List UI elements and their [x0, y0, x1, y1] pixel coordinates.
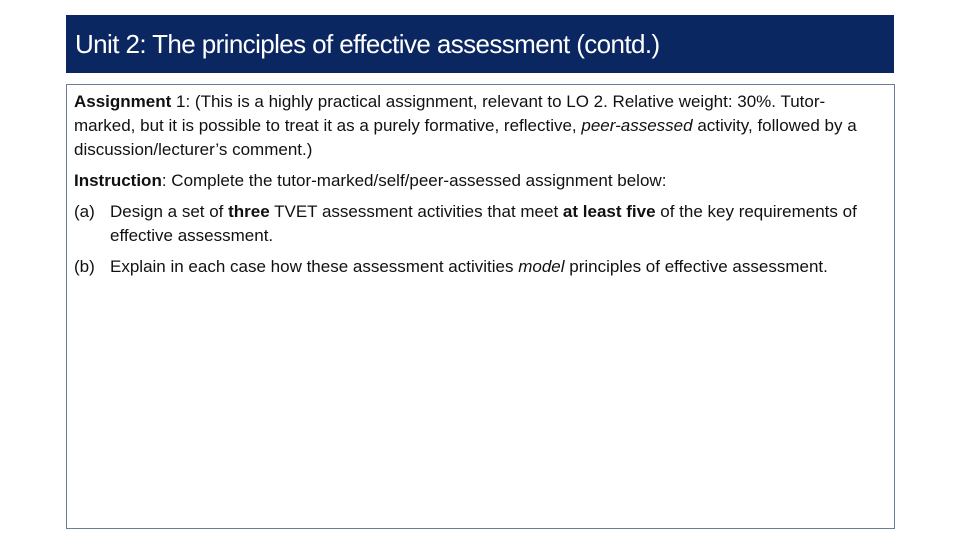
item-a-text-2: TVET assessment activities that meet: [269, 202, 563, 221]
list-item-a: [74, 200, 886, 248]
title-banner: [66, 15, 894, 73]
list-item-b: [74, 255, 886, 279]
assignment-paragraph: [74, 90, 886, 162]
item-b-italic-1: model: [518, 257, 565, 276]
assignment-text-2: activity, followed by a discussion/lecturer’s comment.): [74, 116, 857, 159]
instruction-paragraph: [74, 169, 886, 193]
item-a-text-3: of the key requirements of effective assessment.: [110, 202, 857, 245]
slide-title: Unit 2: The principles of effective assessment (contd.): [75, 29, 660, 59]
instruction-text: : Complete the tutor-marked/self/peer-assessed assignment below:: [161, 171, 667, 190]
item-b-text-1: Explain in each case how these assessment activities: [110, 257, 519, 276]
assignment-emphasis: peer-assessed: [581, 116, 693, 135]
list-marker-a: (a): [74, 202, 95, 221]
item-a-bold-1: three: [228, 202, 270, 221]
item-a-text-1: Design a set of: [110, 202, 229, 221]
assignment-text-1: 1: (This is a highly practical assignment, relevant to LO 2. Relative weight: 30%. Tutor-marked, but it is possible to treat it as a purely formative, reflective,: [74, 92, 826, 135]
instruction-label: Instruction: [74, 171, 162, 190]
list-marker-b: (b): [74, 257, 95, 276]
assignment-label: Assignment: [74, 92, 172, 111]
item-b-text-2: principles of effective assessment.: [564, 257, 828, 276]
item-a-bold-2: at least five: [562, 202, 656, 221]
assignment-content-box: [66, 84, 895, 529]
